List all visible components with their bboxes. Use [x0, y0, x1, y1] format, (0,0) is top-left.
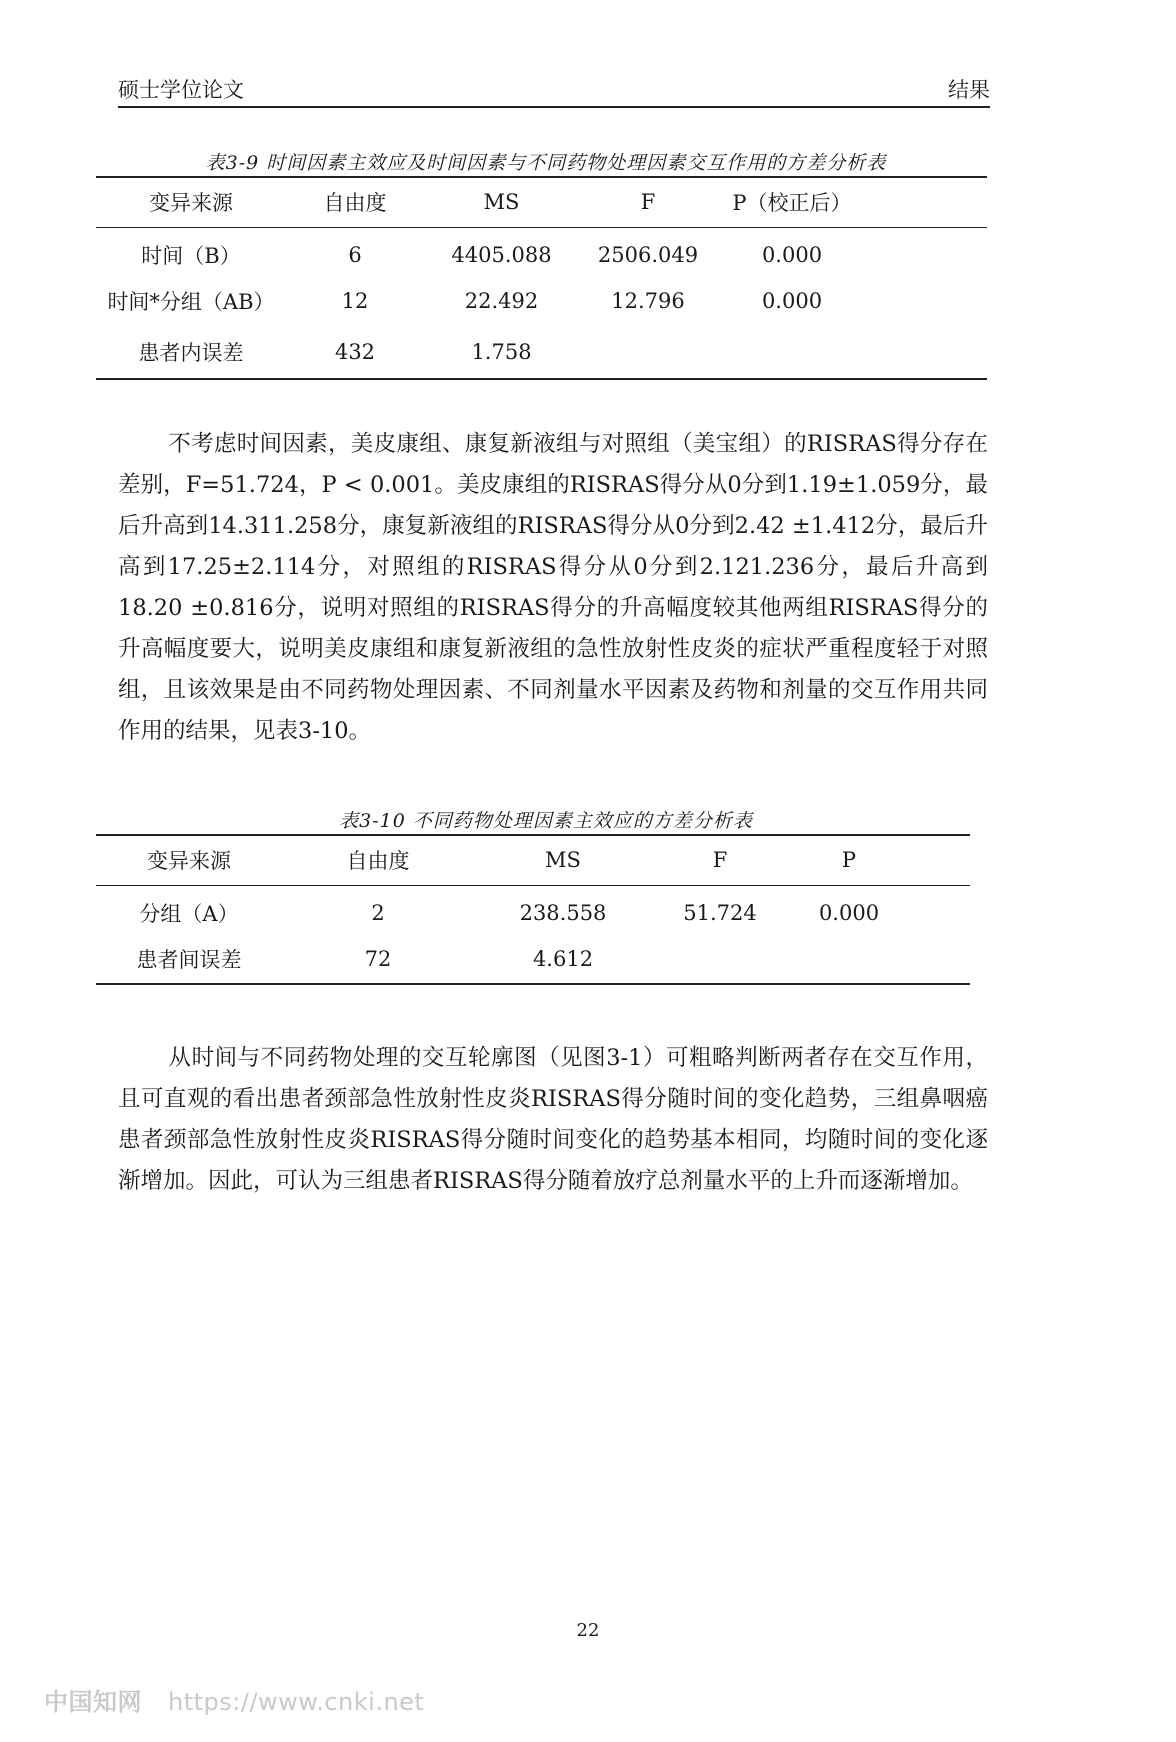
results-paragraph-1: [118, 424, 988, 752]
table-cell: 238.558: [519, 900, 607, 925]
table-3-9-caption: 表3-9 时间因素主效应及时间因素与不同药物处理因素交互作用的方差分析表: [205, 152, 887, 174]
page-number: 22: [576, 1620, 600, 1641]
column-header: MS: [483, 190, 520, 215]
column-header: 自由度: [346, 849, 410, 874]
table-cell: 432: [334, 339, 376, 364]
table-row: [96, 934, 970, 984]
cnki-watermark: [44, 1682, 424, 1717]
spacer-cell: [867, 177, 987, 227]
table-cell: 患者内误差: [138, 340, 244, 365]
table-cell: [579, 325, 717, 379]
spacer-cell: [867, 276, 987, 325]
results-paragraph-2: [118, 1038, 988, 1202]
table-cell: 时间*分组（AB）: [107, 289, 275, 314]
watermark-brand: 中国知网: [44, 1688, 142, 1716]
table-cell: [652, 934, 788, 984]
paragraph-text: 不考虑时间因素，美皮康组、康复新液组与对照组（美宝组）的RISRAS得分存在差别，F=51.724，P < 0.001。美皮康组的RISRAS得分从0分到1.19±1.059分，最后升高到14.311.258分，康复新液组的RISRAS得分从0分到2.42 ±1.412分，最后升高到17.25±2.114分，对照组的RISRAS得分从0分到2.121.236分，最后升高到18.20 ±0.816分，说明对照组的RISRAS得分的升高幅度较其他两组RISRAS得分的升高幅度要大，说明美皮康组和康复新液组的急性放射性皮炎的症状严重程度轻于对照组，且该效果是由不同药物处理因素、不同剂量水平因素及药物和剂量的交互作用共同作用的结果，见表3-10。: [118, 431, 988, 744]
table-cell: 4405.088: [451, 242, 552, 267]
table-cell: 72: [364, 946, 392, 971]
spacer-cell: [867, 325, 987, 379]
spacer-cell: [867, 227, 987, 276]
table-row: [96, 276, 987, 325]
table-cell: 1.758: [471, 339, 532, 364]
table-cell: 22.492: [464, 288, 539, 313]
header-thesis-label: 硕士学位论文: [118, 78, 244, 102]
column-header: 变异来源: [149, 191, 233, 216]
table-cell: [717, 325, 867, 379]
table-cell: 6: [348, 242, 362, 267]
table-cell: [788, 934, 910, 984]
table-cell: 时间（B）: [141, 243, 241, 268]
column-header: P（校正后）: [732, 191, 852, 216]
table-3-10-caption: 表3-10 不同药物处理因素主效应的方差分析表: [339, 810, 753, 832]
table-cell: 患者间误差: [136, 947, 242, 972]
table-cell: 0.000: [761, 288, 823, 313]
column-header: MS: [545, 848, 581, 873]
table-cell: 分组（A）: [139, 901, 239, 926]
column-header: P: [841, 848, 857, 873]
table-3-10: [96, 834, 970, 985]
column-header: F: [712, 848, 728, 873]
column-header: 自由度: [323, 191, 387, 216]
table-cell: 0.000: [818, 900, 880, 925]
table-cell: 2: [371, 900, 385, 925]
table-cell: 12.796: [611, 288, 685, 313]
paragraph-text: 从时间与不同药物处理的交互轮廓图（见图3-1）可粗略判断两者存在交互作用，且可直观的看出患者颈部急性放射性皮炎RISRAS得分随时间的变化趋势，三组鼻咽癌患者颈部急性放射性皮炎RISRAS得分随时间变化的趋势基本相同，均随时间的变化逐渐增加。因此，可认为三组患者RISRAS得分随着放疗总剂量水平的上升而逐渐增加。: [118, 1045, 988, 1194]
table-cell: 0.000: [761, 242, 823, 267]
table-header-row: [96, 177, 987, 227]
table-cell: 12: [341, 288, 369, 313]
spacer-cell: [910, 835, 970, 885]
table-row: [96, 325, 987, 379]
spacer-cell: [910, 885, 970, 934]
table-3-9: [96, 176, 987, 380]
table-cell: 51.724: [683, 900, 757, 925]
table-row: [96, 227, 987, 276]
column-header: F: [640, 190, 656, 215]
column-header: 变异来源: [147, 849, 231, 874]
page-header: [118, 70, 990, 108]
table-row: [96, 885, 970, 934]
table-header-row: [96, 835, 970, 885]
table-cell: 2506.049: [597, 242, 699, 267]
watermark-url: https://www.cnki.net: [168, 1688, 425, 1716]
spacer-cell: [910, 934, 970, 984]
header-chapter-label: 结果: [948, 78, 990, 102]
table-cell: 4.612: [532, 946, 594, 971]
